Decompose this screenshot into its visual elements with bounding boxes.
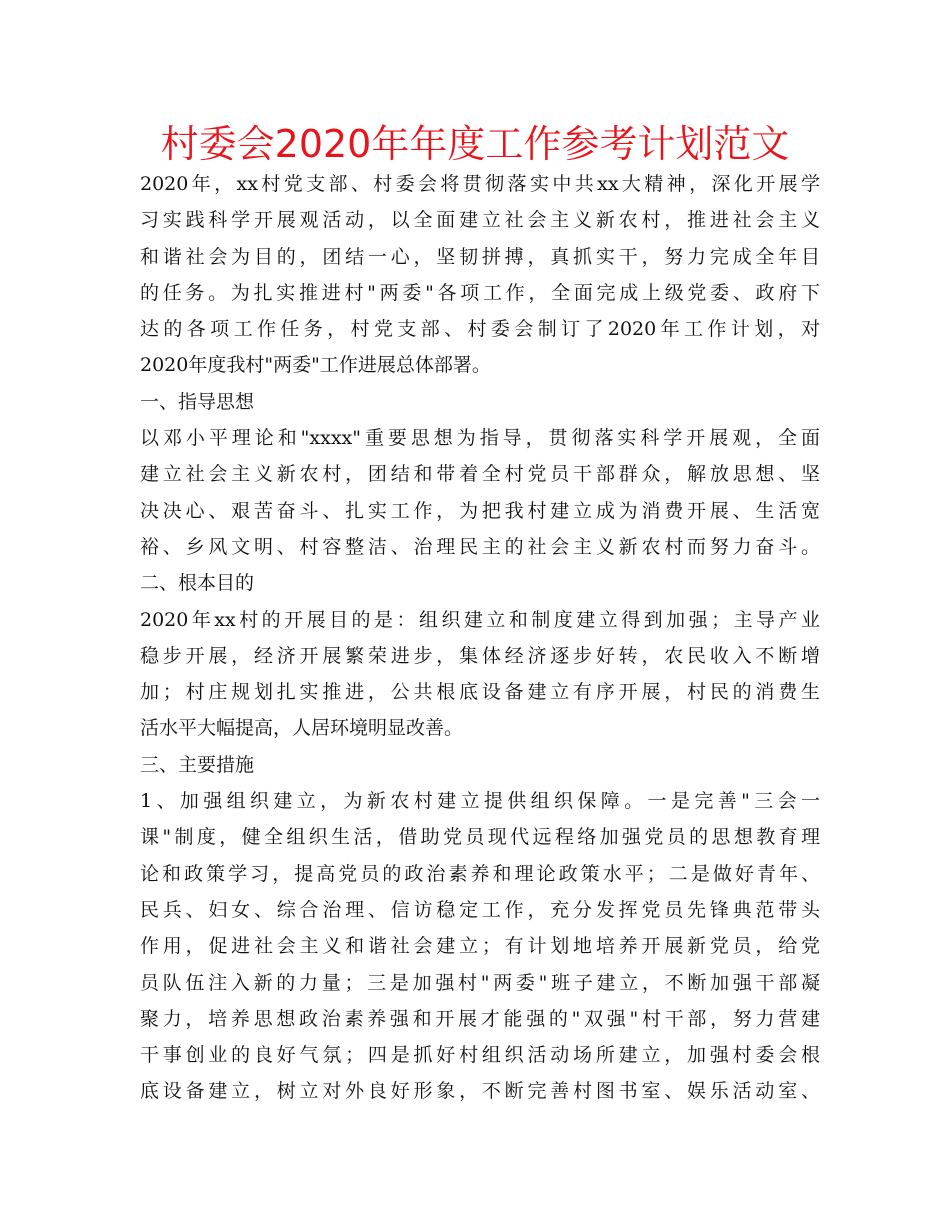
text-line: 活水平大幅提高，人居环境明显改善。 [140, 717, 464, 740]
text-line: 员队伍注入新的力量；三是加强村"两委"班子建立，不断加强干部凝 [140, 971, 820, 994]
text-line: 2020年，xx村党支部、村委会将贯彻落实中共xx大精神，深化开展学 [140, 173, 820, 195]
text-line: 2020年xx村的开展目的是：组织建立和制度建立得到加强；主导产业 [140, 608, 820, 631]
text-line: 2020年度我村"两委"工作进展总体部署。 [140, 354, 491, 377]
text-line: 作用，促进社会主义和谐社会建立；有计划地培养开展新党员，给党 [140, 935, 820, 958]
text-line: 稳步开展，经济开展繁荣进步，集体经济逐步好转，农民收入不断增 [140, 644, 820, 667]
text-line: 以邓小平理论和"xxxx"重要思想为指导，贯彻落实科学开展观，全面 [140, 427, 820, 450]
text-line: 达的各项工作任务，村党支部、村委会制订了2020年工作计划，对 [140, 318, 820, 341]
text-line: 聚力，培养思想政治素养强和开展才能强的"双强"村干部，努力营建 [140, 1007, 820, 1030]
document-body [140, 166, 820, 1110]
text-line: 的任务。为扎实推进村"两委"各项工作，全面完成上级党委、政府下 [140, 281, 820, 304]
text-line: 干事创业的良好气氛；四是抓好村组织活动场所建立，加强村委会根 [140, 1044, 820, 1067]
text-line: 一、指导思想 [140, 390, 255, 413]
text-line: 和谐社会为目的，团结一心，坚韧拼搏，真抓实干，努力完成全年目 [140, 245, 820, 268]
text-line: 习实践科学开展观活动，以全面建立社会主义新农村，推进社会主义 [140, 209, 820, 232]
text-line: 决决心、艰苦奋斗、扎实工作，为把我村建立成为消费开展、生活宽 [140, 499, 820, 522]
text-line: 三、主要措施 [140, 753, 255, 776]
text-line: 民兵、妇女、综合治理、信访稳定工作，充分发挥党员先锋典范带头 [140, 898, 820, 921]
text-line: 底设备建立，树立对外良好形象，不断完善村图书室、娱乐活动室、 [140, 1080, 820, 1103]
text-line: 课"制度，健全组织生活，借助党员现代远程络加强党员的思想教育理 [140, 826, 820, 849]
document-title: 村委会2020年年度工作参考计划范文 [160, 122, 790, 166]
text-line: 论和政策学习，提高党员的政治素养和理论政策水平；二是做好青年、 [140, 862, 820, 885]
text-line: 加；村庄规划扎实推进，公共根底设备建立有序开展，村民的消费生 [140, 681, 820, 704]
text-line: 1、加强组织建立，为新农村建立提供组织保障。一是完善"三会一 [140, 790, 820, 813]
text-line: 建立社会主义新农村，团结和带着全村党员干部群众，解放思想、坚 [140, 463, 820, 486]
text-line: 二、根本目的 [140, 572, 255, 595]
text-line: 裕、乡风文明、村容整洁、治理民主的社会主义新农村而努力奋斗。 [140, 535, 820, 558]
